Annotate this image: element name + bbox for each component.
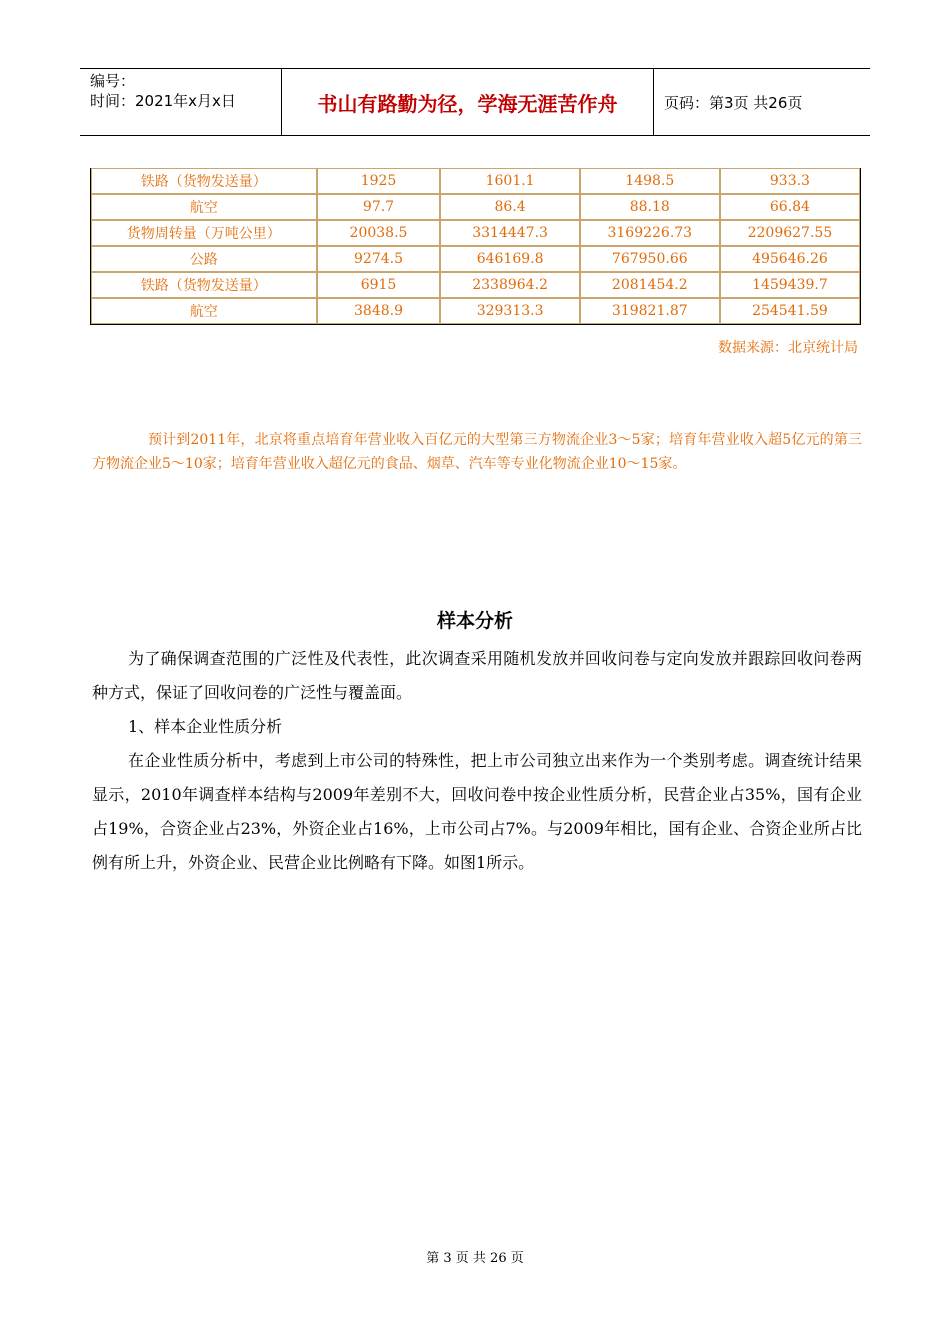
- section-subheading: 1、样本企业性质分析: [128, 717, 283, 736]
- value-cell: 3169226.73: [580, 220, 720, 246]
- value-cell: 2209627.55: [720, 220, 860, 246]
- page-footer: 第 3 页 共 26 页: [426, 1251, 524, 1266]
- header-slogan: 书山有路勤为径，学海无涯苦作舟: [282, 69, 654, 135]
- value-cell: 1459439.7: [720, 272, 860, 298]
- value-cell: 2081454.2: [580, 272, 720, 298]
- forecast-paragraph: 预计到2011年，北京将重点培育年营业收入百亿元的大型第三方物流企业3～5家；培育年营业收入超5亿元的第三方物流企业5～10家；培育年营业收入超亿元的食品、烟草、汽车等专业化物流企业10～15家。: [92, 432, 862, 472]
- value-cell: 329313.3: [440, 298, 579, 324]
- value-cell: 1925: [317, 168, 441, 194]
- page-header: [80, 68, 870, 136]
- document-number-label: 编号：: [90, 72, 136, 90]
- value-cell: 3848.9: [317, 298, 441, 324]
- table-row: [91, 194, 860, 220]
- row-label-cell: 公路: [91, 246, 317, 272]
- table-row: [91, 168, 860, 194]
- value-cell: 2338964.2: [440, 272, 579, 298]
- row-label-cell: 货物周转量（万吨公里）: [91, 220, 317, 246]
- table-body: [91, 168, 860, 324]
- table-row: [91, 220, 860, 246]
- row-label-cell: 铁路（货物发送量）: [91, 168, 317, 194]
- value-cell: 6915: [317, 272, 441, 298]
- value-cell: 767950.66: [580, 246, 720, 272]
- value-cell: 1498.5: [580, 168, 720, 194]
- section-paragraph-1: 为了确保调查范围的广泛性及代表性，此次调查采用随机发放并回收问卷与定向发放并跟踪回收问卷两种方式，保证了回收问卷的广泛性与覆盖面。: [92, 649, 862, 702]
- value-cell: 97.7: [317, 194, 441, 220]
- value-cell: 646169.8: [440, 246, 579, 272]
- freight-data-table: [90, 168, 861, 325]
- value-cell: 495646.26: [720, 246, 860, 272]
- table-row: [91, 272, 860, 298]
- table-row: [91, 298, 860, 324]
- data-source-note: 数据来源：北京统计局: [718, 340, 858, 356]
- section-paragraph-2: 在企业性质分析中，考虑到上市公司的特殊性，把上市公司独立出来作为一个类别考虑。调查统计结果显示，2010年调查样本结构与2009年差别不大，回收问卷中按企业性质分析，民营企业占35%，国有企业占19%，合资企业占23%，外资企业占16%，上市公司占7%。与2009年相比，国有企业、合资企业所占比例有所上升，外资企业、民营企业比例略有下降。如图1所示。: [92, 751, 862, 872]
- header-meta: [80, 69, 282, 135]
- row-label-cell: 航空: [91, 298, 317, 324]
- value-cell: 66.84: [720, 194, 860, 220]
- value-cell: 254541.59: [720, 298, 860, 324]
- row-label-cell: 航空: [91, 194, 317, 220]
- document-time-label: 时间：2021年x月x日: [90, 92, 236, 110]
- value-cell: 3314447.3: [440, 220, 579, 246]
- value-cell: 88.18: [580, 194, 720, 220]
- value-cell: 20038.5: [317, 220, 441, 246]
- table-row: [91, 246, 860, 272]
- row-label-cell: 铁路（货物发送量）: [91, 272, 317, 298]
- header-page-info: 页码：第3页 共26页: [664, 93, 803, 112]
- value-cell: 319821.87: [580, 298, 720, 324]
- value-cell: 86.4: [440, 194, 579, 220]
- section-title: 样本分析: [436, 610, 513, 632]
- value-cell: 9274.5: [317, 246, 441, 272]
- value-cell: 933.3: [720, 168, 860, 194]
- value-cell: 1601.1: [440, 168, 579, 194]
